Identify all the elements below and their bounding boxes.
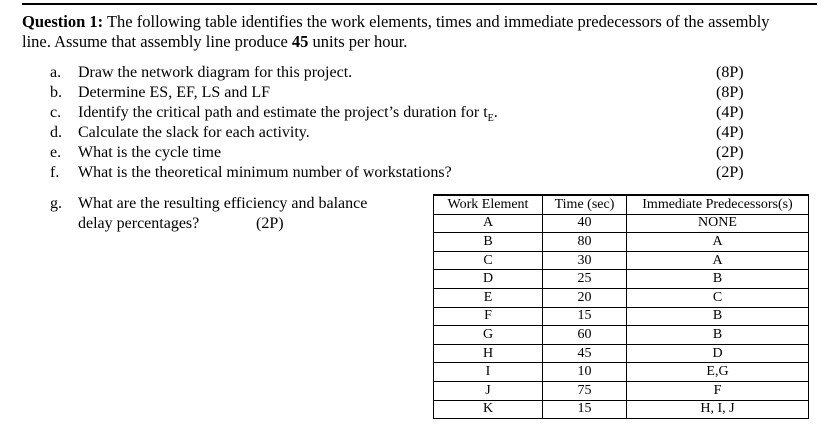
question-text-a: The following table identifies the work elements, times and immediate predecessors of the assembly: [103, 12, 770, 31]
item-points: (8P): [716, 64, 744, 81]
cell-predecessors: A: [627, 251, 809, 270]
item-label: b.: [50, 84, 62, 101]
cell-predecessors: D: [627, 344, 809, 363]
table-header-row: [434, 195, 809, 214]
cell-time: 15: [543, 307, 627, 326]
cell-predecessors: H, I, J: [627, 400, 809, 419]
cell-time: 25: [543, 270, 627, 289]
table-row: [434, 400, 809, 419]
table-row: [434, 381, 809, 400]
item-text: Identify the critical path and estimate the project’s duration for t: [78, 104, 488, 121]
item-a: [50, 63, 352, 83]
cell-predecessors: NONE: [627, 214, 809, 233]
col-header-predecessors: Immediate Predecessors(s): [627, 195, 809, 214]
item-b: [50, 83, 270, 103]
cell-time: 80: [543, 233, 627, 252]
cell-predecessors: E,G: [627, 363, 809, 382]
item-text-line2: delay percentages?: [78, 215, 200, 232]
table-row: [434, 307, 809, 326]
item-points: (4P): [716, 124, 744, 141]
cell-predecessors: C: [627, 288, 809, 307]
item-points: (2P): [256, 215, 284, 232]
table-row: [434, 288, 809, 307]
cell-element: K: [434, 400, 543, 419]
question-header: [22, 12, 822, 52]
cell-time: 15: [543, 400, 627, 419]
question-text-b: line. Assume that assembly line produce: [22, 32, 292, 51]
cell-time: 60: [543, 326, 627, 345]
col-header-work-element: Work Element: [434, 195, 543, 214]
cell-predecessors: B: [627, 270, 809, 289]
cell-element: G: [434, 326, 543, 345]
table-row: [434, 326, 809, 345]
item-label: f.: [50, 164, 60, 181]
table-row: [434, 270, 809, 289]
cell-time: 40: [543, 214, 627, 233]
col-header-time: Time (sec): [543, 195, 627, 214]
item-points: (2P): [716, 144, 744, 161]
cell-element: D: [434, 270, 543, 289]
cell-time: 20: [543, 288, 627, 307]
item-points: (4P): [716, 104, 744, 121]
cell-element: E: [434, 288, 543, 307]
item-d: [50, 123, 310, 143]
cell-time: 30: [543, 251, 627, 270]
table-row: [434, 214, 809, 233]
item-label: e.: [50, 144, 62, 161]
item-text: What is the cycle time: [78, 144, 222, 161]
cell-element: I: [434, 363, 543, 382]
cell-element: H: [434, 344, 543, 363]
work-elements-table: [433, 194, 809, 419]
cell-time: 75: [543, 381, 627, 400]
cell-predecessors: F: [627, 381, 809, 400]
production-rate: 45: [291, 32, 309, 51]
item-e: [50, 143, 221, 163]
question-text-c: units per hour.: [308, 32, 408, 51]
item-label: d.: [50, 124, 62, 141]
table-row: [434, 251, 809, 270]
item-points: (8P): [716, 84, 744, 101]
cell-element: F: [434, 307, 543, 326]
item-f: [50, 163, 452, 183]
table-row: [434, 363, 809, 382]
item-subscript: E: [487, 113, 494, 125]
cell-element: A: [434, 214, 543, 233]
cell-time: 45: [543, 344, 627, 363]
item-tail: .: [493, 104, 498, 121]
item-text: Calculate the slack for each activity.: [78, 124, 310, 141]
item-text: Determine ES, EF, LS and LF: [78, 84, 271, 101]
item-text: Draw the network diagram for this project.: [78, 64, 353, 81]
cell-element: J: [434, 381, 543, 400]
item-label: c.: [50, 104, 62, 121]
item-label: g.: [50, 195, 62, 212]
cell-time: 10: [543, 363, 627, 382]
cell-predecessors: A: [627, 233, 809, 252]
table-row: [434, 344, 809, 363]
cell-element: B: [434, 233, 543, 252]
cell-predecessors: B: [627, 326, 809, 345]
item-points: (2P): [716, 164, 744, 181]
item-label: a.: [50, 64, 62, 81]
table-row: [434, 233, 809, 252]
cell-element: C: [434, 251, 543, 270]
top-rule: [22, 3, 817, 5]
cell-predecessors: B: [627, 307, 809, 326]
question-label: Question 1:: [22, 12, 104, 31]
item-text: What is the theoretical minimum number of workstations?: [78, 164, 452, 181]
item-text-line1: What are the resulting efficiency and balance: [78, 195, 368, 212]
